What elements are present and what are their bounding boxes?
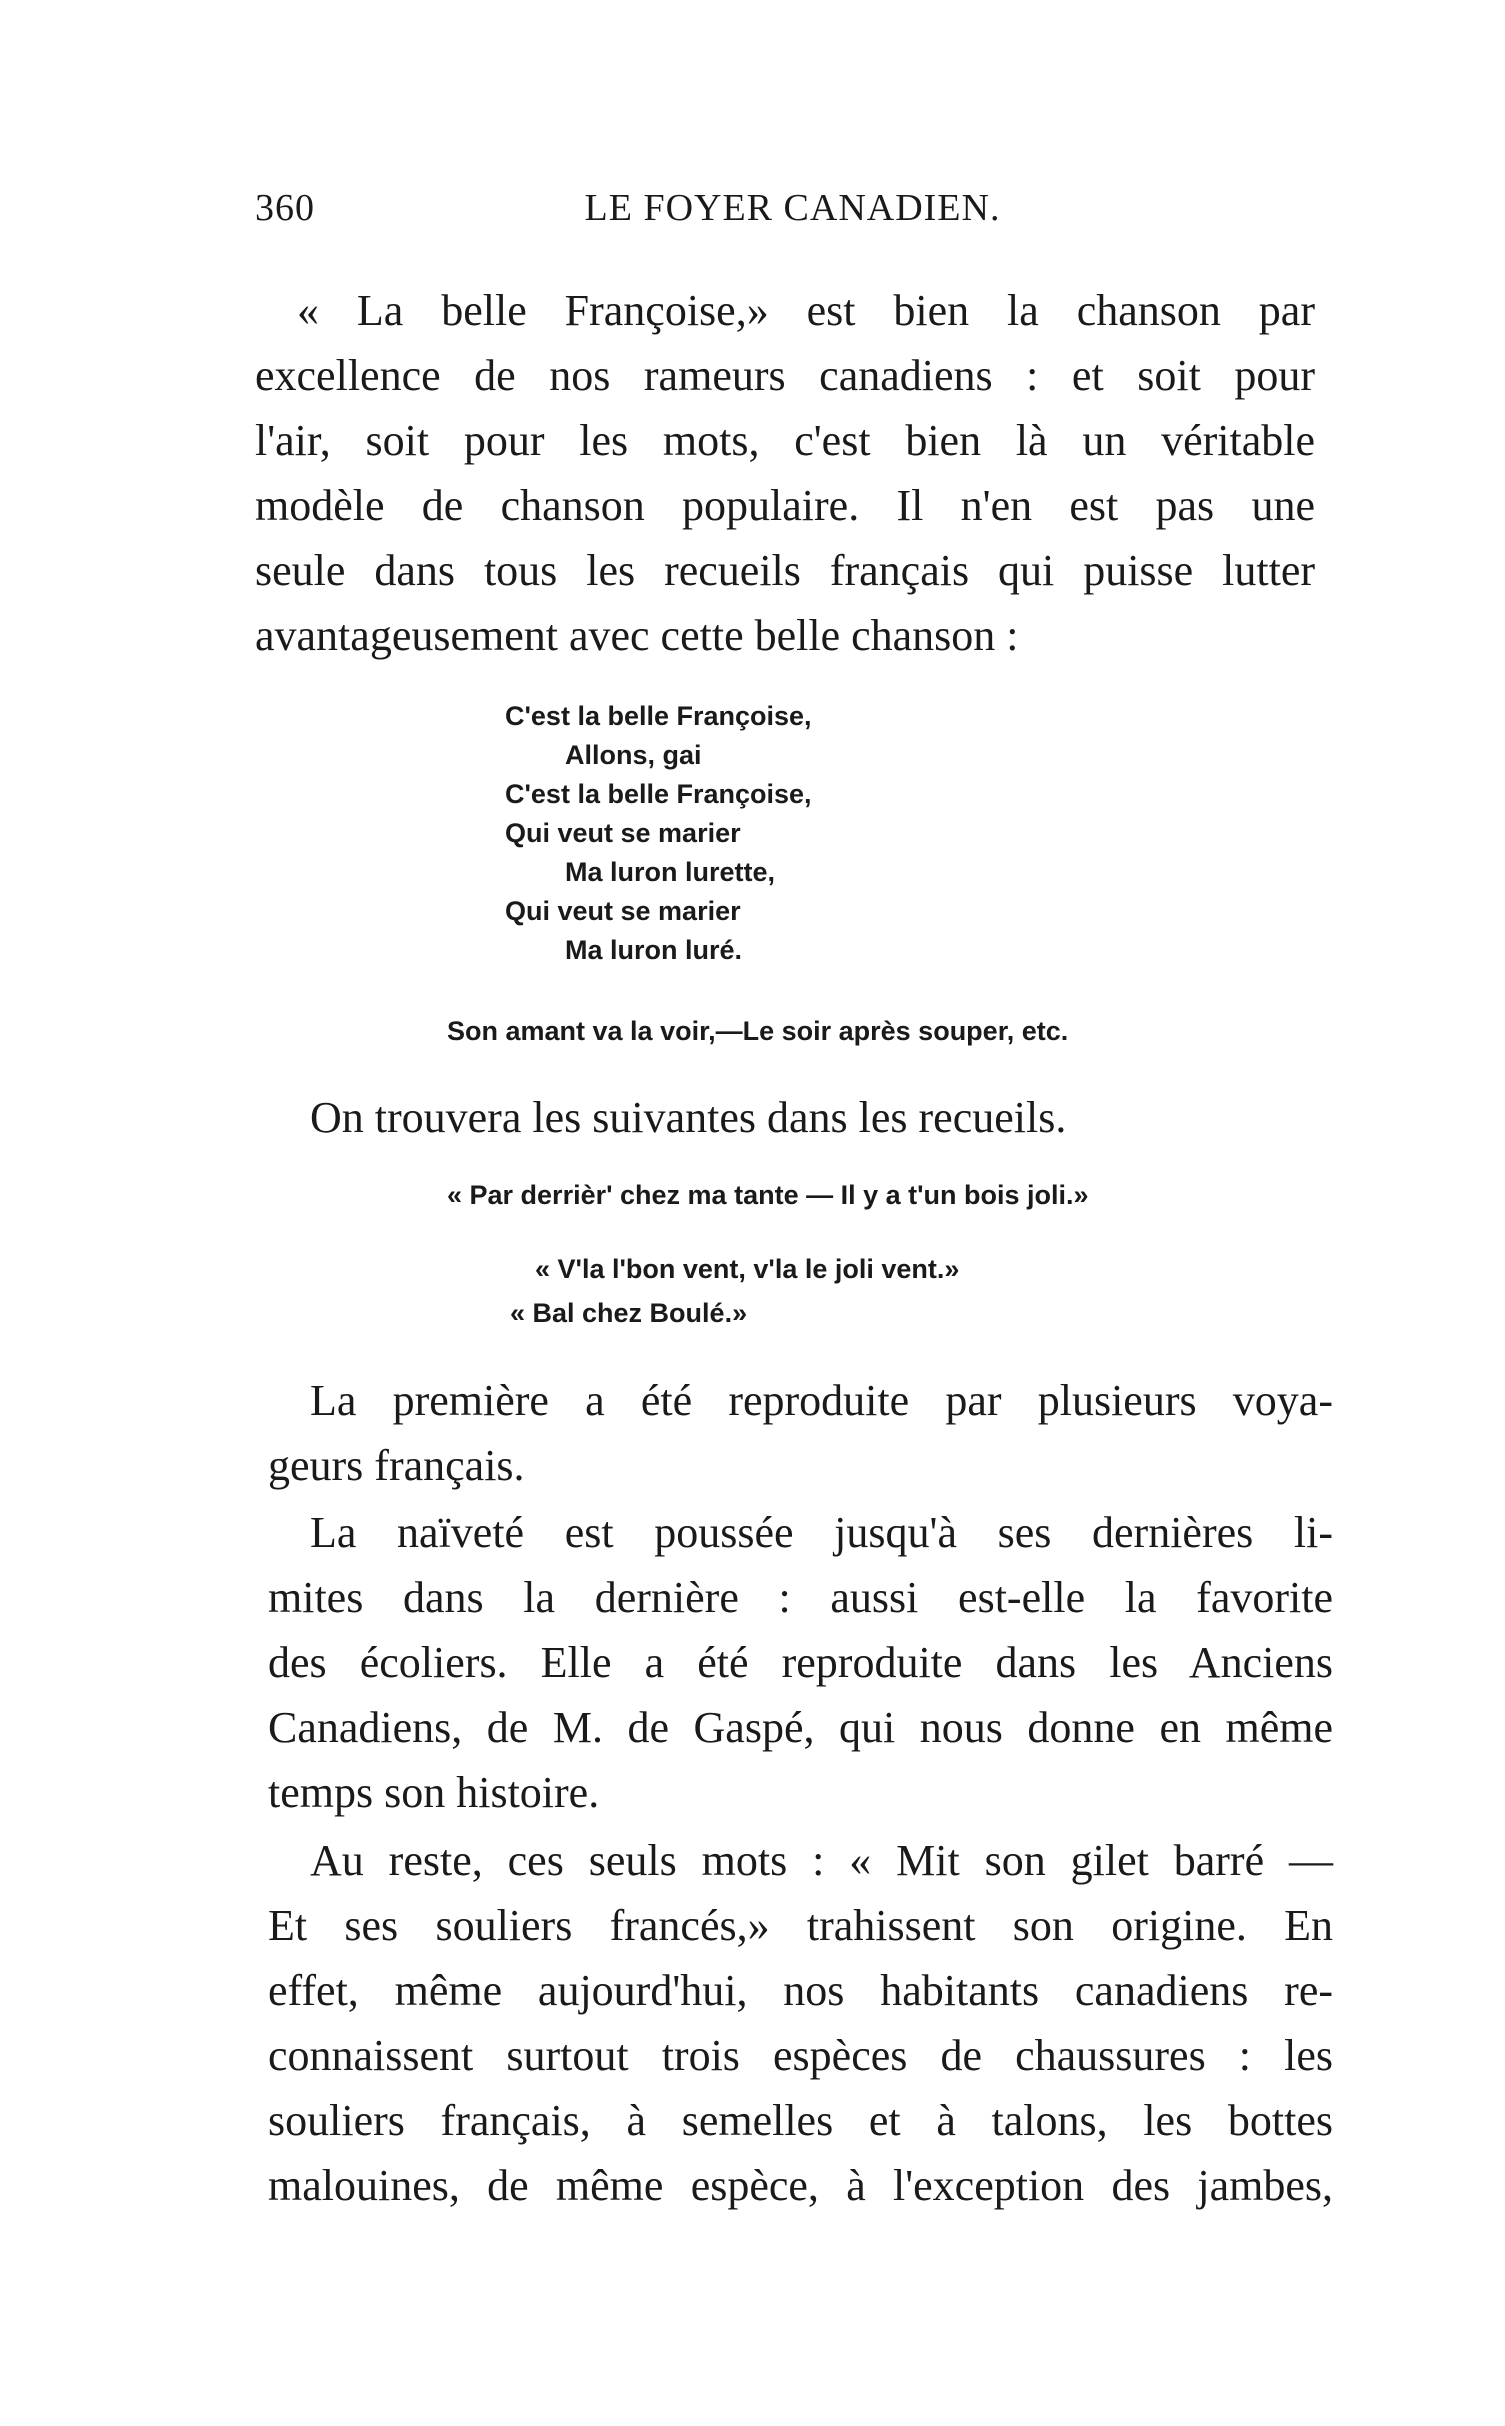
verse-line: Qui veut se marier xyxy=(505,818,741,848)
text-line: des écoliers. Elle a été reproduite dans les Anciens xyxy=(268,1638,1333,1687)
song-title: « Par derrièr' chez ma tante — Il y a t'un bois joli.» xyxy=(447,1180,1089,1210)
text-line: effet, même aujourd'hui, nos habitants canadiens re- xyxy=(268,1966,1333,2015)
song-title: « V'la l'bon vent, v'la le joli vent.» xyxy=(535,1254,960,1284)
text-line: La première a été reproduite par plusieurs voya- xyxy=(310,1376,1333,1425)
verse-line: C'est la belle Françoise, xyxy=(505,779,812,809)
text-line: Canadiens, de M. de Gaspé, qui nous donne en même xyxy=(268,1703,1333,1752)
paragraph-naivete xyxy=(268,1500,1333,1825)
verse-line: C'est la belle Françoise, xyxy=(505,701,812,731)
running-title: LE FOYER CANADIEN. xyxy=(584,187,1001,229)
text-line: connaissent surtout trois espèces de chaussures : les xyxy=(268,2031,1333,2080)
song-title: « Bal chez Boulé.» xyxy=(510,1298,748,1328)
song-verse xyxy=(505,697,812,970)
paragraph-intro xyxy=(255,278,1315,668)
text-line: geurs français. xyxy=(268,1441,525,1490)
page-number: 360 xyxy=(255,187,315,229)
paragraph-recueils xyxy=(310,1085,1066,1150)
paragraph-premiere xyxy=(268,1368,1333,1498)
text-line: temps son histoire. xyxy=(268,1768,600,1817)
text-line: Au reste, ces seuls mots : « Mit son gilet barré — xyxy=(310,1836,1333,1885)
verse-line: Qui veut se marier xyxy=(505,896,741,926)
text-line: « La belle Françoise,» est bien la chanson par xyxy=(297,286,1315,335)
text-line: avantageusement avec cette belle chanson : xyxy=(255,611,1019,660)
text-line: seule dans tous les recueils français qui puisse lutter xyxy=(255,546,1315,595)
verse-line: Ma luron lurette, xyxy=(565,857,776,887)
text-line: l'air, soit pour les mots, c'est bien là un véritable xyxy=(255,416,1315,465)
verse-line: Allons, gai xyxy=(565,740,702,770)
paragraph-reste xyxy=(268,1828,1333,2218)
text-line: malouines, de même espèce, à l'exception des jambes, xyxy=(268,2161,1333,2210)
text-line: mites dans la dernière : aussi est-elle la favorite xyxy=(268,1573,1333,1622)
text-line: excellence de nos rameurs canadiens : et soit pour xyxy=(255,351,1315,400)
text-line: On trouvera les suivantes dans les recueils. xyxy=(310,1093,1067,1142)
page-header xyxy=(255,186,1330,246)
text-line: La naïveté est poussée jusqu'à ses dernières li- xyxy=(310,1508,1333,1557)
text-line: modèle de chanson populaire. Il n'en est pas une xyxy=(255,481,1315,530)
text-line: souliers français, à semelles et à talons, les bottes xyxy=(268,2096,1333,2145)
verse-continuation: Son amant va la voir,—Le soir après souper, etc. xyxy=(447,1016,1069,1046)
verse-line: Ma luron luré. xyxy=(565,935,743,965)
text-line: Et ses souliers francés,» trahissent son origine. En xyxy=(268,1901,1333,1950)
